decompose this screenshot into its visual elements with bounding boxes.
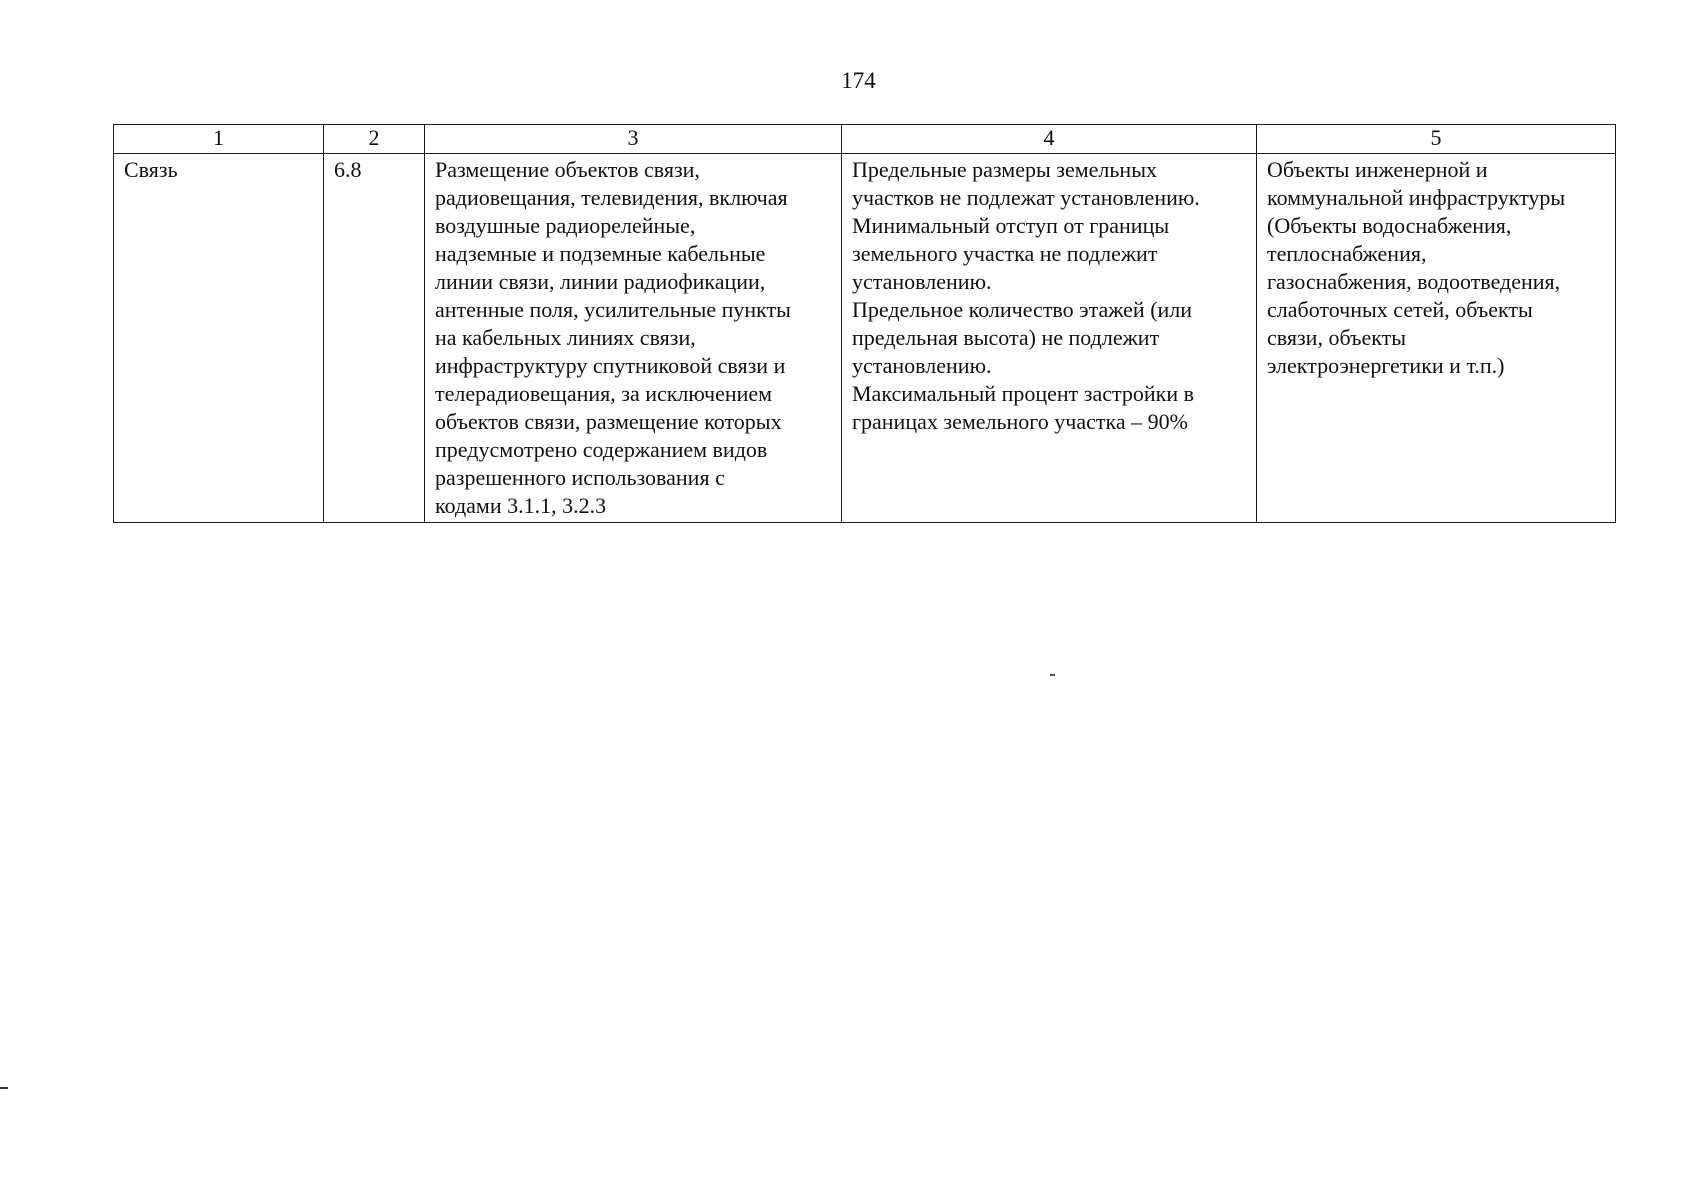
column-header-1: 1 bbox=[114, 125, 324, 154]
parameters-text: Предельные размеры земельных участков не подлежат установлению. Минимальный отступ от границы земельного участка не подлежит установлению. Предельное количество этажей (или предельная высота) не подлежит установлению. Максимальный процент застройки в границах земельного участка – 90% bbox=[852, 157, 1200, 434]
column-header-3: 3 bbox=[425, 125, 842, 154]
page-number: 174 bbox=[841, 68, 876, 93]
cell-use-description bbox=[425, 154, 842, 523]
column-header-2: 2 bbox=[324, 125, 425, 154]
scan-edge-mark bbox=[0, 1087, 8, 1089]
cell-use-code bbox=[324, 154, 425, 523]
cell-parameters bbox=[842, 154, 1257, 523]
land-use-table bbox=[113, 124, 1616, 523]
cell-auxiliary-uses bbox=[1257, 154, 1616, 523]
use-name-text: Связь bbox=[124, 157, 178, 182]
use-description-text: Размещение объектов связи, радиовещания, телевидения, включая воздушные радиорелейные, надземные и подземные кабельные линии связи, линии радиофикации, антенные поля, усилительные пункты на кабельных линиях связи, инфраструктуру спутниковой связи и телерадиовещания, за исключением объектов связи, размещение которых предусмотрено содержанием видов разрешенного использования с кодами 3.1.1, 3.2.3 bbox=[435, 157, 791, 518]
column-header-4: 4 bbox=[842, 125, 1257, 154]
cell-use-name bbox=[114, 154, 324, 523]
scan-speck bbox=[1050, 674, 1055, 676]
auxiliary-uses-text: Объекты инженерной и коммунальной инфраструктуры (Объекты водоснабжения, теплоснабжения, газоснабжения, водоотведения, слаботочных сетей, объекты связи, объекты электроэнергетики и т.п.) bbox=[1267, 157, 1566, 378]
use-code-text: 6.8 bbox=[334, 157, 362, 182]
table-row bbox=[114, 154, 1616, 523]
table-header-row bbox=[114, 125, 1616, 154]
column-header-5: 5 bbox=[1257, 125, 1616, 154]
